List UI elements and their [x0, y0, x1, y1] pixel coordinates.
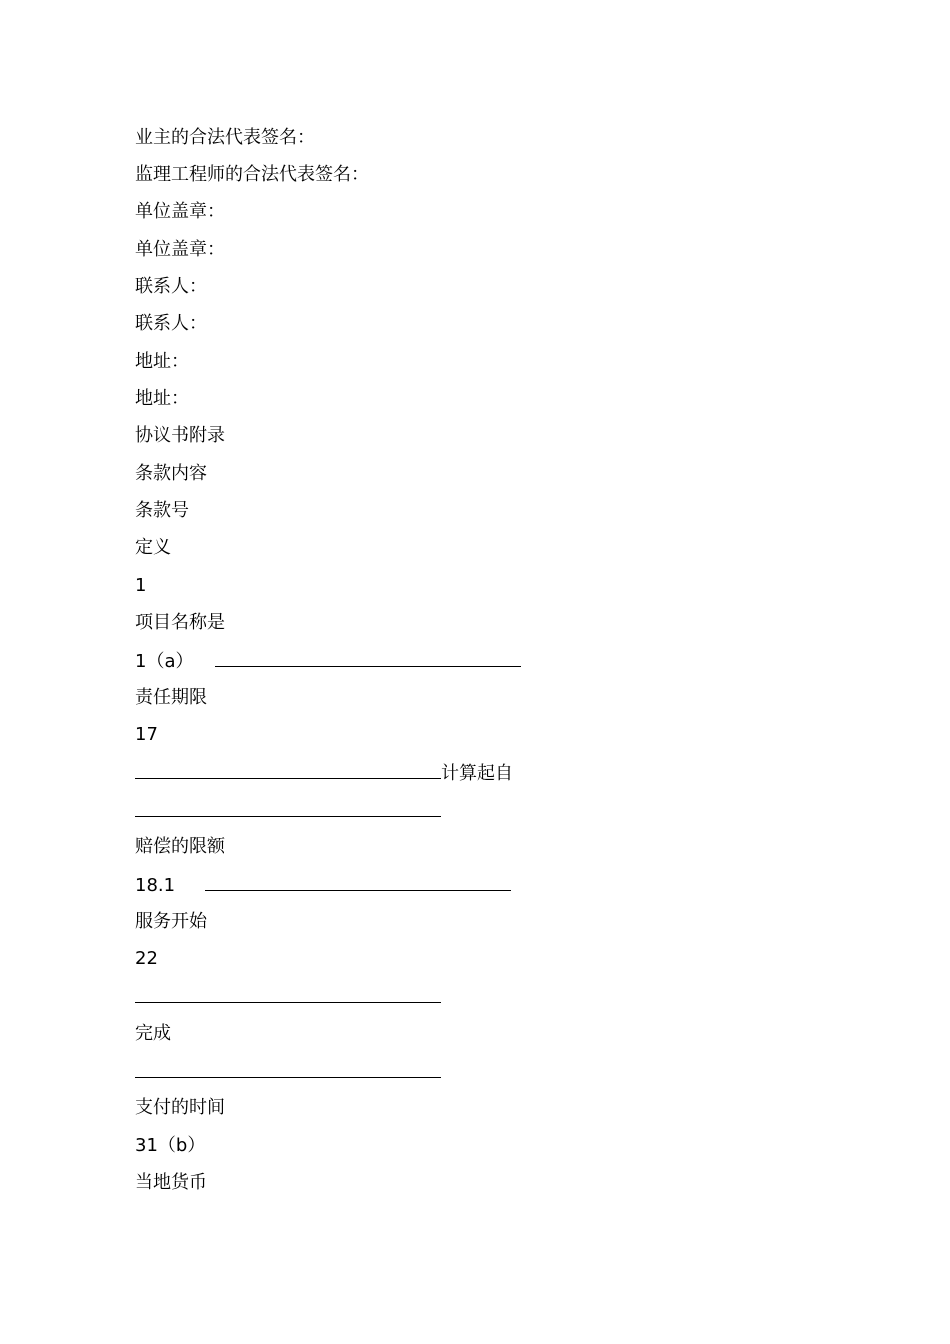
local-currency-label: 当地货币	[135, 1172, 207, 1193]
clause-number-18-1: 18.1	[135, 875, 176, 896]
liability-period-blank[interactable]	[135, 760, 441, 779]
owner-representative-signature-label: 业主的合法代表签名：	[135, 127, 315, 148]
agreement-appendix-title: 协议书附录	[135, 425, 225, 446]
payment-time-label: 支付的时间	[135, 1097, 225, 1118]
service-start-label: 服务开始	[135, 911, 207, 932]
calculation-start-label: 计算起自	[441, 763, 513, 784]
completion-label: 完成	[135, 1023, 171, 1044]
contact-person-label-2: 联系人：	[135, 313, 207, 334]
engineer-representative-signature-label: 监理工程师的合法代表签名：	[135, 164, 369, 185]
clause-number-31b: 31（b）	[135, 1135, 206, 1156]
clause-number-1a: 1（a）	[135, 651, 194, 672]
clause-number-17: 17	[135, 724, 158, 745]
compensation-limit-label: 赔偿的限额	[135, 836, 225, 857]
service-start-blank-row	[135, 984, 441, 1008]
completion-blank[interactable]	[135, 1059, 441, 1078]
service-start-blank[interactable]	[135, 984, 441, 1003]
contact-person-label-1: 联系人：	[135, 276, 207, 297]
clause-number-1: 1	[135, 575, 147, 596]
clause-1a-row	[135, 648, 521, 672]
address-label-1: 地址：	[135, 351, 189, 372]
liability-period-label: 责任期限	[135, 687, 207, 708]
calculation-start-blank-row	[135, 798, 441, 822]
completion-blank-row	[135, 1059, 441, 1083]
calculation-start-blank[interactable]	[135, 798, 441, 817]
calculation-start-row	[135, 760, 513, 784]
compensation-limit-blank[interactable]	[205, 872, 511, 891]
project-name-blank[interactable]	[215, 648, 521, 667]
unit-seal-label-1: 单位盖章：	[135, 201, 225, 222]
clause-number-22: 22	[135, 948, 158, 969]
project-name-label: 项目名称是	[135, 612, 225, 633]
unit-seal-label-2: 单位盖章：	[135, 239, 225, 260]
address-label-2: 地址：	[135, 388, 189, 409]
clause-18-1-row	[135, 872, 511, 896]
clause-content-header: 条款内容	[135, 463, 207, 484]
definition-heading: 定义	[135, 537, 171, 558]
clause-number-header: 条款号	[135, 500, 189, 521]
